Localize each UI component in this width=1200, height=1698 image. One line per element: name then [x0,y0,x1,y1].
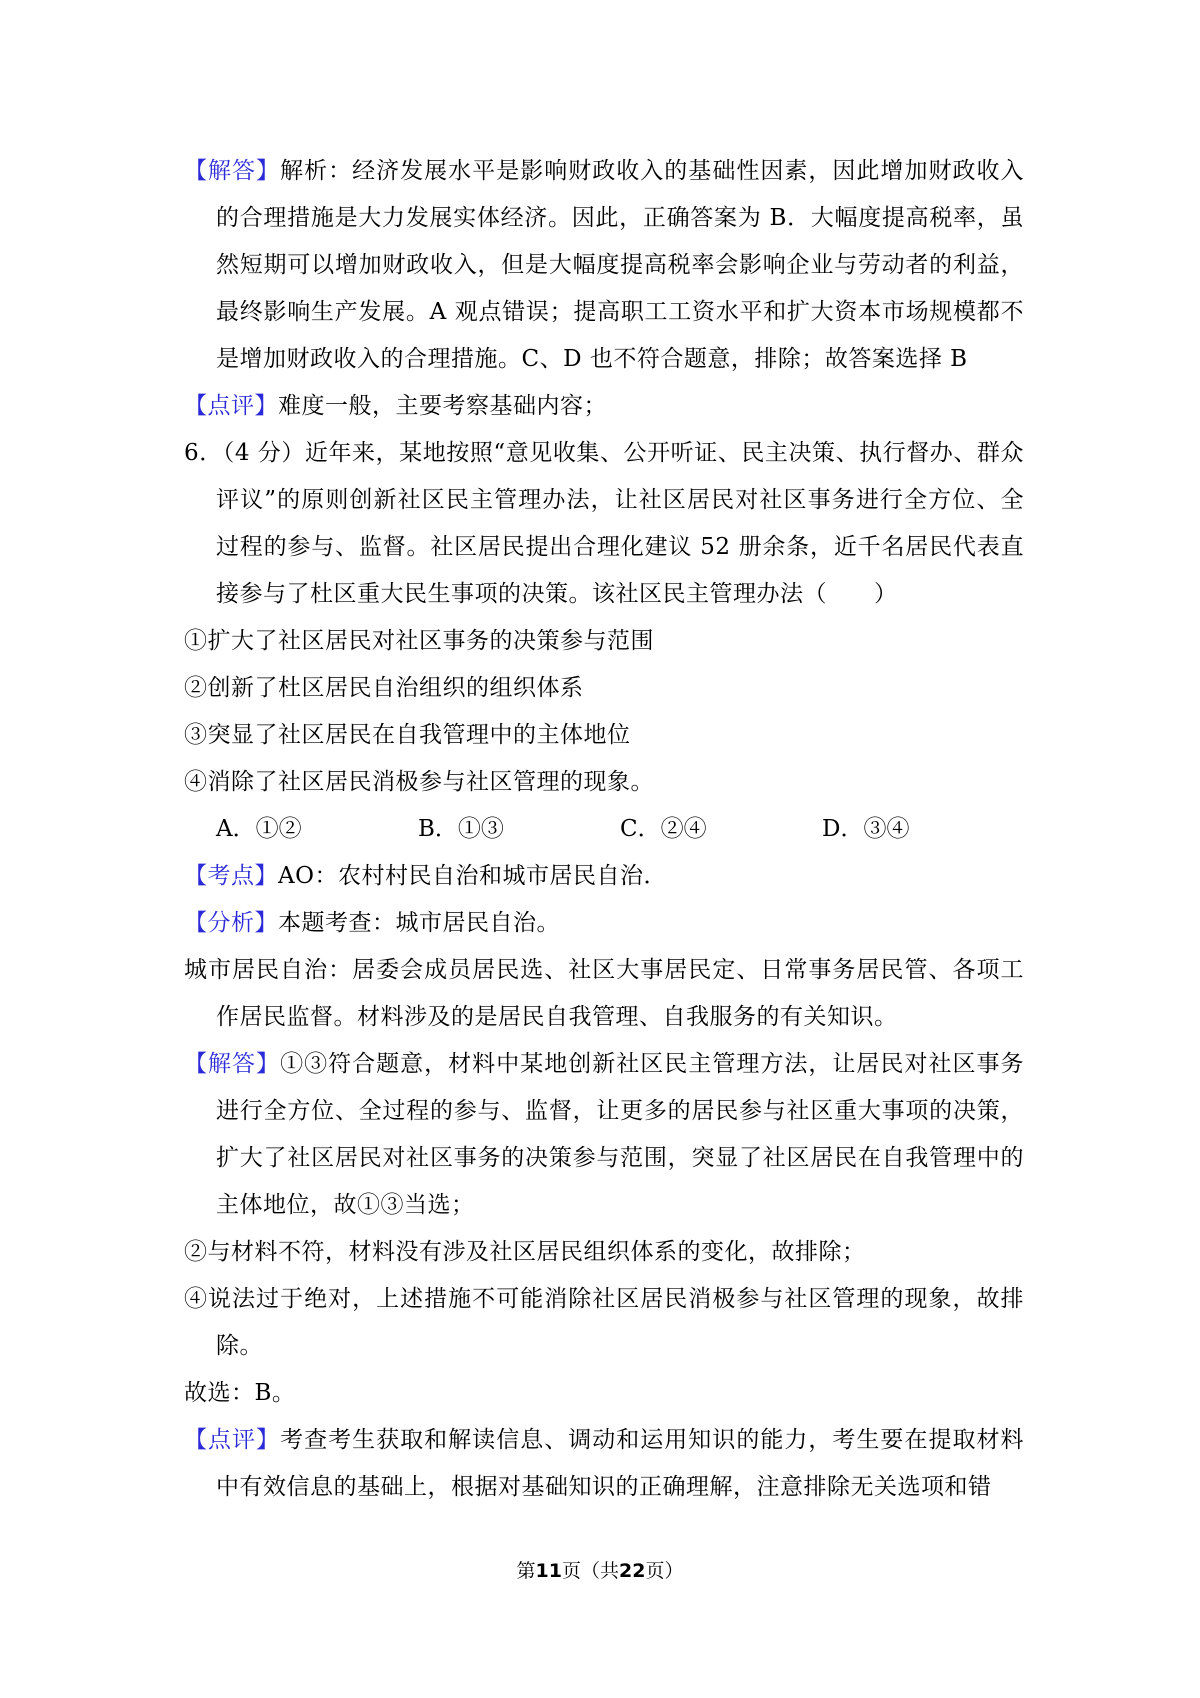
city-autonomy-paragraph: 城市居民自治：居委会成员居民选、社区大事居民定、日常事务居民管、各项工作居民监督。材料涉及的是居民自我管理、自我服务的有关知识。 [184,957,1024,1030]
answer-analysis-paragraph [184,148,1024,383]
option-b: B．①③ [418,816,504,842]
answer-tag-2: 【解答】 [184,1051,281,1077]
kaodian-text: AO：农村村民自治和城市居民自治． [278,863,667,889]
fenxi-paragraph [184,900,1024,947]
fenxi-tag: 【分析】 [184,910,278,936]
page-footer [0,1556,1200,1583]
page-content [184,148,1024,1511]
review-text-1: 难度一般，主要考察基础内容； [278,393,607,419]
review-paragraph-1 [184,383,1024,430]
review-tag: 【点评】 [184,393,278,419]
review-text-2: 考查考生获取和解读信息、调动和运用知识的能力，考生要在提取材料中有效信息的基础上，根据对基础知识的正确理解，注意排除无关选项和错 [216,1427,1025,1500]
answer-analysis-text: 解析：经济发展水平是影响财政收入的基础性因素，因此增加财政收入的合理措施是大力发展实体经济。因此，正确答案为 B．大幅度提高税率，虽然短期可以增加财政收入，但是大幅度提高税率会影响企业与劳动者的利益，最终影响生产发展。A 观点错误；提高职工工资水平和扩大资本市场规模都不是增加财政收入的合理措施。C、D 也不符合题意，排除；故答案选择 B [216,158,1025,372]
fenxi-text: 本题考查：城市居民自治。 [278,910,560,936]
kaodian-tag: 【考点】 [184,863,278,889]
question-stem: 6．（4 分）近年来，某地按照“意见收集、公开听证、民主决策、执行督办、群众评议”的原则创新社区民主管理办法，让社区居民对社区事务进行全方位、全过程的参与、监督。社区居民提出合理化建议 52 册余条，近千名居民代表直接参与了杜区重大民生事项的决策。该社区民主管理办法（ ） [184,440,1024,607]
option-d: D．③④ [822,816,910,842]
answer-conclusion: 故选：B。 [184,1380,296,1406]
answer-line-item-4: ④说法过于绝对，上述措施不可能消除社区居民消极参与社区管理的现象，故排除。 [184,1286,1024,1359]
answer-options [184,806,1024,853]
answer-tag: 【解答】 [184,158,281,184]
question-item-2: ②创新了杜区居民自治组织的组织体系 [184,675,584,701]
review-tag-2: 【点评】 [184,1427,281,1453]
answer-line-item-2: ②与材料不符，材料没有涉及社区居民组织体系的变化，故排除； [184,1239,866,1265]
footer-prefix: 第 [516,1560,536,1582]
answer-text-2: ①③符合题意，材料中某地创新社区民主管理方法，让居民对社区事务进行全方位、全过程的参与、监督，让更多的居民参与社区重大事项的决策，扩大了社区居民对社区事务的决策参与范围，突显了社区居民在自我管理中的主体地位，故①③当选； [216,1051,1025,1218]
question-item-1: ①扩大了社区居民对社区事务的决策参与范围 [184,628,654,654]
question-item-3: ③突显了社区居民在自我管理中的主体地位 [184,722,631,748]
footer-suffix: 页） [645,1560,684,1582]
option-c: C．②④ [620,816,707,842]
option-a: A．①② [216,816,302,842]
answer-paragraph-2 [184,1041,1024,1229]
footer-total-pages: 22 [619,1560,646,1582]
footer-page-number: 11 [535,1560,562,1582]
question-item-4: ④消除了社区居民消极参与社区管理的现象。 [184,769,654,795]
footer-middle: 页（共 [561,1560,619,1582]
kaodian-paragraph [184,853,1024,900]
review-paragraph-2 [184,1417,1024,1511]
